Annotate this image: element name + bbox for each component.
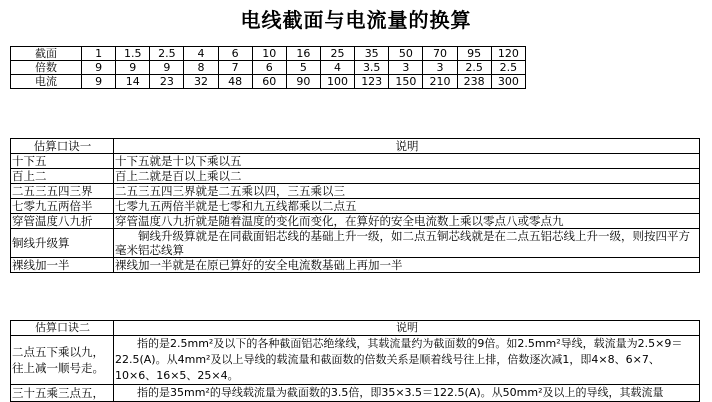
rule-cell: 铜线升级算 — [11, 229, 114, 258]
rule-column-header: 估算口诀一 — [11, 139, 114, 154]
description-column-header: 说明 — [114, 321, 700, 336]
rule-column-header: 估算口诀二 — [11, 321, 114, 336]
table-cell: 4 — [320, 61, 354, 75]
table-row — [11, 184, 700, 199]
table-cell: 90 — [286, 75, 320, 89]
table-row — [11, 258, 700, 273]
table-cell: 3.5 — [355, 61, 389, 75]
table-cell: 10 — [252, 47, 286, 61]
table-cell: 60 — [252, 75, 286, 89]
table-cell: 1.5 — [116, 47, 150, 61]
table-cell: 2.5 — [491, 61, 525, 75]
table-row — [11, 169, 700, 184]
description-cell: 十下五就是十以下乘以五 — [114, 154, 700, 169]
table-cell: 9 — [116, 61, 150, 75]
table-cell: 23 — [150, 75, 184, 89]
table-header-row — [11, 321, 700, 336]
table-cell: 3 — [389, 61, 423, 75]
rule-cell: 七零九五两倍半 — [11, 199, 114, 214]
table-cell: 9 — [150, 61, 184, 75]
rule-cell: 百上二 — [11, 169, 114, 184]
table-cell: 14 — [116, 75, 150, 89]
rule-cell: 三十五乘三点五， — [11, 385, 114, 402]
table-cell: 16 — [286, 47, 320, 61]
table-row — [11, 61, 526, 75]
description-cell: 二五三五四三界就是二五乘以四，三五乘以三 — [114, 184, 700, 199]
rule-cell: 穿管温度八九折 — [11, 214, 114, 229]
description-cell: 指的是35mm²的导线载流量为截面数的3.5倍，即35×3.5＝122.5(A)。从50mm²及以上的导线，其载流量 — [114, 385, 700, 402]
table-header-row — [11, 139, 700, 154]
description-cell: 穿管温度八九折就是随着温度的变化而变化，在算好的安全电流数上乘以零点八或零点九 — [114, 214, 700, 229]
table-cell: 6 — [218, 47, 252, 61]
table-row — [11, 47, 526, 61]
table-row — [11, 385, 700, 402]
table-cell: 35 — [355, 47, 389, 61]
row-label: 电流 — [11, 75, 82, 89]
conversion-table — [10, 46, 526, 89]
table-cell: 300 — [491, 75, 525, 89]
table-row — [11, 214, 700, 229]
description-cell: 铜线升级算就是在同截面铝芯线的基础上升一级，如二点五铜芯线就是在二点五铝芯线上升一级，则按四平方毫米铝芯线算 — [114, 229, 700, 258]
description-cell: 百上二就是百以上乘以二 — [114, 169, 700, 184]
table-cell: 95 — [457, 47, 491, 61]
page-title: 电线截面与电流量的换算 — [240, 8, 472, 32]
rule-table-two — [10, 320, 700, 402]
table-cell: 123 — [355, 75, 389, 89]
description-column-header: 说明 — [114, 139, 700, 154]
table-cell: 32 — [184, 75, 218, 89]
table-cell: 7 — [218, 61, 252, 75]
description-cell: 七零九五两倍半就是七零和九五线都乘以二点五 — [114, 199, 700, 214]
description-cell: 裸线加一半就是在原已算好的安全电流数基础上再加一半 — [114, 258, 700, 273]
table-cell: 4 — [184, 47, 218, 61]
row-label: 倍数 — [11, 61, 82, 75]
table-cell: 50 — [389, 47, 423, 61]
table-cell: 2.5 — [457, 61, 491, 75]
table-cell: 2.5 — [150, 47, 184, 61]
rule-table-one — [10, 138, 700, 273]
table-row — [11, 199, 700, 214]
table-cell: 6 — [252, 61, 286, 75]
rule-cell: 二五三五四三界 — [11, 184, 114, 199]
table-cell: 48 — [218, 75, 252, 89]
table-row — [11, 154, 700, 169]
table-cell: 120 — [491, 47, 525, 61]
table-cell: 8 — [184, 61, 218, 75]
table-cell: 9 — [82, 61, 116, 75]
table-cell: 9 — [82, 75, 116, 89]
rule-cell: 裸线加一半 — [11, 258, 114, 273]
table-cell: 100 — [320, 75, 354, 89]
table-cell: 210 — [423, 75, 457, 89]
table-cell: 5 — [286, 61, 320, 75]
table-cell: 70 — [423, 47, 457, 61]
rule-cell: 二点五下乘以九，往上减一顺号走。 — [11, 336, 114, 385]
table-row — [11, 229, 700, 258]
description-cell: 指的是2.5mm²及以下的各种截面铝芯绝缘线，其载流量约为截面数的9倍。如2.5mm²导线，载流量为2.5×9＝22.5(A)。从4mm²及以上导线的载流量和截面数的倍数关系是顺着线号往上排，倍数逐次减1，即4×8、6×7、10×6、16×5、25×4。 — [114, 336, 700, 385]
rule-cell: 十下五 — [11, 154, 114, 169]
table-cell: 1 — [82, 47, 116, 61]
table-row — [11, 336, 700, 385]
table-row — [11, 75, 526, 89]
table-cell: 150 — [389, 75, 423, 89]
row-label: 截面 — [11, 47, 82, 61]
table-cell: 3 — [423, 61, 457, 75]
table-cell: 238 — [457, 75, 491, 89]
table-cell: 25 — [320, 47, 354, 61]
